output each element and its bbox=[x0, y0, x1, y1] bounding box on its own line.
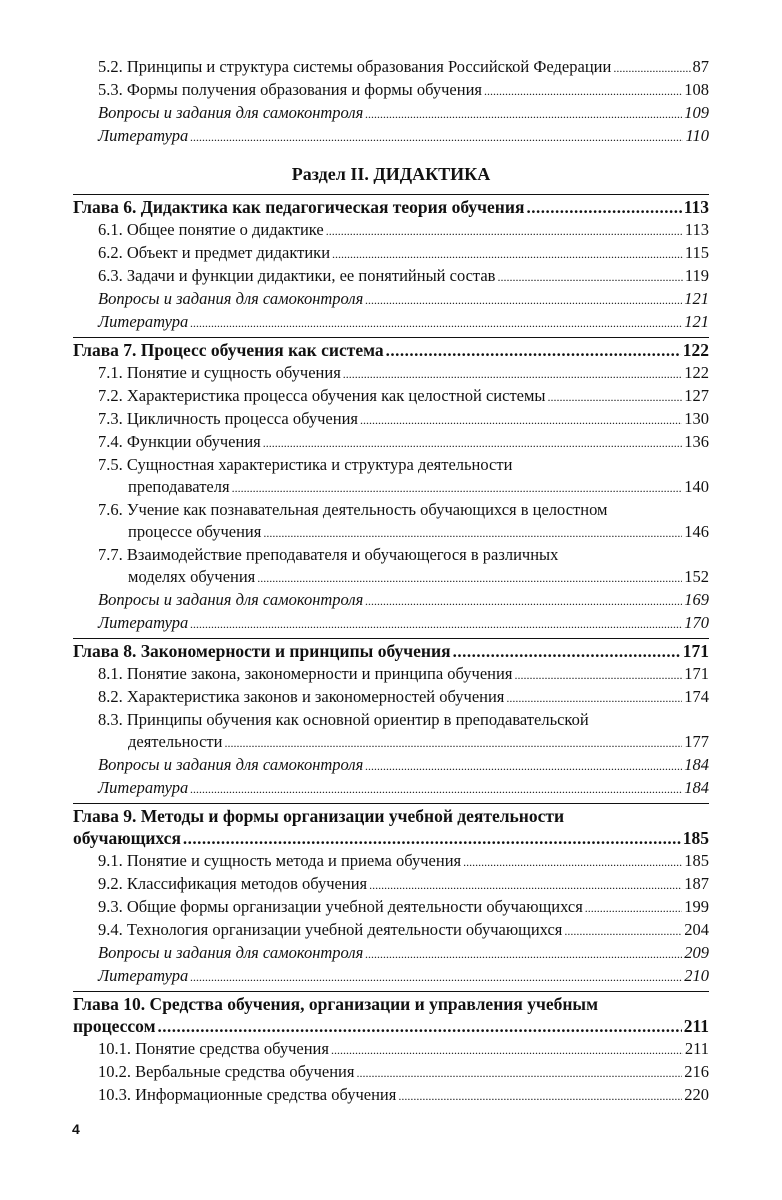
leader-dots bbox=[365, 589, 682, 612]
entry-title-line1: 7.6. Учение как познавательная деятельность обучающихся в целостном bbox=[98, 500, 608, 519]
entry-page: 87 bbox=[692, 57, 709, 76]
entry-title: 9.1. Понятие и сущность метода и приема обучения bbox=[98, 851, 462, 870]
entry-title: 6.2. Объект и предмет дидактики bbox=[98, 243, 331, 262]
leader-dots bbox=[257, 566, 682, 589]
chapter-heading[interactable] bbox=[73, 991, 709, 1038]
section-title: Раздел II. ДИДАКТИКА bbox=[291, 164, 491, 184]
leader-dots bbox=[585, 896, 682, 919]
entry-page: 204 bbox=[684, 920, 709, 939]
entry-page: 121 bbox=[684, 312, 709, 331]
toc-entry[interactable] bbox=[73, 385, 709, 408]
page-number: 4 bbox=[72, 1121, 80, 1137]
entry-page: 110 bbox=[685, 126, 709, 145]
entry-page: 121 bbox=[684, 289, 709, 308]
leader-dots bbox=[526, 196, 681, 219]
leader-dots bbox=[514, 663, 682, 686]
entry-page: 210 bbox=[684, 966, 709, 985]
entry-title: Литература bbox=[98, 126, 189, 145]
entry-title-line1: 7.5. Сущностная характеристика и структура деятельности bbox=[98, 455, 513, 474]
toc-entry[interactable] bbox=[73, 896, 709, 919]
entry-title-line1: 8.3. Принципы обучения как основной ориентир в преподавательской bbox=[98, 710, 589, 729]
entry-title: 5.2. Принципы и структура системы образования Российской Федерации bbox=[98, 57, 612, 76]
chapter-title: Глава 7. Процесс обучения как система bbox=[73, 340, 384, 360]
chapter-title-line2: процессом bbox=[73, 1016, 156, 1036]
leader-dots bbox=[548, 385, 683, 408]
entry-page: 220 bbox=[684, 1085, 709, 1104]
entry-title: 8.2. Характеристика законов и закономерностей обучения bbox=[98, 687, 505, 706]
leader-dots bbox=[263, 431, 682, 454]
leader-dots bbox=[453, 640, 681, 663]
chapter-page: 171 bbox=[682, 641, 709, 661]
entry-title: Вопросы и задания для самоконтроля bbox=[98, 755, 364, 774]
entry-page: 171 bbox=[684, 664, 709, 683]
entry-page: 130 bbox=[684, 409, 709, 428]
entry-page: 185 bbox=[684, 851, 709, 870]
leader-dots bbox=[190, 965, 682, 988]
chapter-heading[interactable] bbox=[73, 803, 709, 850]
entry-page: 170 bbox=[684, 613, 709, 632]
entry-title: 8.1. Понятие закона, закономерности и принципа обучения bbox=[98, 664, 513, 683]
entry-page: 211 bbox=[684, 1039, 709, 1058]
toc-entry[interactable] bbox=[73, 1084, 709, 1107]
chapter-heading[interactable] bbox=[73, 194, 709, 219]
toc-entry[interactable] bbox=[73, 663, 709, 686]
leader-dots bbox=[365, 942, 682, 965]
toc-entry[interactable] bbox=[73, 754, 709, 777]
leader-dots bbox=[497, 265, 682, 288]
entry-title: 9.2. Классификация методов обучения bbox=[98, 874, 368, 893]
leader-dots bbox=[360, 408, 682, 431]
leader-dots bbox=[365, 102, 682, 125]
entry-page: 146 bbox=[684, 522, 709, 541]
leader-dots bbox=[564, 919, 682, 942]
toc-entry[interactable] bbox=[73, 219, 709, 242]
entry-title: Вопросы и задания для самоконтроля bbox=[98, 289, 364, 308]
chapter-page: 113 bbox=[683, 197, 709, 217]
entry-title: 10.2. Вербальные средства обучения bbox=[98, 1062, 355, 1081]
entry-title: 6.1. Общее понятие о дидактике bbox=[98, 220, 324, 239]
leader-dots bbox=[332, 242, 683, 265]
toc-entry[interactable] bbox=[73, 431, 709, 454]
entry-page: 174 bbox=[684, 687, 709, 706]
entry-page: 122 bbox=[684, 363, 709, 382]
leader-dots bbox=[224, 731, 682, 754]
leader-dots bbox=[365, 754, 682, 777]
toc-entry[interactable] bbox=[73, 362, 709, 385]
chapter-title-line1: Глава 9. Методы и формы организации учебной деятельности bbox=[73, 806, 565, 826]
chapter-page: 122 bbox=[682, 340, 709, 360]
toc-entry[interactable] bbox=[73, 102, 709, 125]
entry-title: Литература bbox=[98, 966, 189, 985]
entry-title-line1: 7.7. Взаимодействие преподавателя и обучающегося в различных bbox=[98, 545, 559, 564]
chapter-heading[interactable] bbox=[73, 337, 709, 362]
entry-title: Литература bbox=[98, 778, 189, 797]
entry-page: 187 bbox=[684, 874, 709, 893]
entry-title-line2: моделях обучения bbox=[128, 567, 256, 586]
entry-page: 152 bbox=[684, 567, 709, 586]
entry-title: 7.3. Цикличность процесса обучения bbox=[98, 409, 359, 428]
toc-entry[interactable] bbox=[73, 499, 709, 544]
entry-title-line2: деятельности bbox=[128, 732, 223, 751]
entry-page: 109 bbox=[684, 103, 709, 122]
chapter-title: Глава 6. Дидактика как педагогическая теория обучения bbox=[73, 197, 525, 217]
entry-title: 9.4. Технология организации учебной деятельности обучающихся bbox=[98, 920, 563, 939]
entry-title-line2: преподавателя bbox=[128, 477, 230, 496]
chapter-heading[interactable] bbox=[73, 638, 709, 663]
leader-dots bbox=[613, 56, 690, 79]
toc-entry[interactable] bbox=[73, 1061, 709, 1084]
leader-dots bbox=[183, 827, 681, 850]
entry-page: 140 bbox=[684, 477, 709, 496]
toc-entry[interactable] bbox=[73, 965, 709, 988]
leader-dots bbox=[331, 1038, 683, 1061]
toc-entry[interactable] bbox=[73, 612, 709, 635]
toc-entry[interactable] bbox=[73, 56, 709, 79]
entry-title: 10.3. Информационные средства обучения bbox=[98, 1085, 397, 1104]
chapter-page: 185 bbox=[682, 828, 709, 848]
entry-page: 113 bbox=[684, 220, 709, 239]
entry-page: 108 bbox=[684, 80, 709, 99]
entry-page: 115 bbox=[684, 243, 709, 262]
toc-entry[interactable] bbox=[73, 709, 709, 754]
toc-entry[interactable] bbox=[73, 242, 709, 265]
table-of-contents bbox=[73, 56, 709, 1107]
entry-title: 7.1. Понятие и сущность обучения bbox=[98, 363, 341, 382]
entry-title: 7.4. Функции обучения bbox=[98, 432, 261, 451]
toc-entry[interactable] bbox=[73, 79, 709, 102]
toc-entry[interactable] bbox=[73, 873, 709, 896]
leader-dots bbox=[190, 125, 683, 148]
entry-title: Вопросы и задания для самоконтроля bbox=[98, 103, 364, 122]
entry-page: 216 bbox=[684, 1062, 709, 1081]
toc-entry[interactable] bbox=[73, 125, 709, 148]
leader-dots bbox=[398, 1084, 682, 1107]
toc-entry[interactable] bbox=[73, 1038, 709, 1061]
leader-dots bbox=[365, 288, 682, 311]
entry-page: 169 bbox=[684, 590, 709, 609]
entry-title: 7.2. Характеристика процесса обучения как целостной системы bbox=[98, 386, 546, 405]
entry-title: 9.3. Общие формы организации учебной деятельности обучающихся bbox=[98, 897, 583, 916]
leader-dots bbox=[484, 79, 682, 102]
chapter-title-line1: Глава 10. Средства обучения, организации и управления учебным bbox=[73, 994, 598, 1014]
entry-page: 119 bbox=[684, 266, 709, 285]
chapter-page: 211 bbox=[683, 1016, 709, 1036]
leader-dots bbox=[343, 362, 682, 385]
leader-dots bbox=[463, 850, 682, 873]
entry-page: 136 bbox=[684, 432, 709, 451]
toc-entry[interactable] bbox=[73, 288, 709, 311]
entry-title: 5.3. Формы получения образования и формы обучения bbox=[98, 80, 483, 99]
entry-page: 209 bbox=[684, 943, 709, 962]
toc-entry[interactable] bbox=[73, 544, 709, 589]
toc-entry[interactable] bbox=[73, 265, 709, 288]
toc-entry[interactable] bbox=[73, 311, 709, 334]
leader-dots bbox=[190, 777, 682, 800]
entry-page: 127 bbox=[684, 386, 709, 405]
toc-entry[interactable] bbox=[73, 408, 709, 431]
leader-dots bbox=[190, 612, 682, 635]
entry-page: 184 bbox=[684, 755, 709, 774]
entry-title: Литература bbox=[98, 613, 189, 632]
leader-dots bbox=[386, 339, 681, 362]
entry-title: Литература bbox=[98, 312, 189, 331]
toc-entry[interactable] bbox=[73, 942, 709, 965]
leader-dots bbox=[190, 311, 682, 334]
toc-entry[interactable] bbox=[73, 850, 709, 873]
leader-dots bbox=[356, 1061, 682, 1084]
toc-entry[interactable] bbox=[73, 777, 709, 800]
chapter-title: Глава 8. Закономерности и принципы обучения bbox=[73, 641, 451, 661]
leader-dots bbox=[369, 873, 682, 896]
entry-page: 199 bbox=[684, 897, 709, 916]
entry-page: 177 bbox=[684, 732, 709, 751]
chapter-title-line2: обучающихся bbox=[73, 828, 181, 848]
leader-dots bbox=[326, 219, 683, 242]
leader-dots bbox=[158, 1015, 682, 1038]
toc-entry[interactable] bbox=[73, 686, 709, 709]
entry-title-line2: процессе обучения bbox=[128, 522, 262, 541]
entry-title: Вопросы и задания для самоконтроля bbox=[98, 943, 364, 962]
leader-dots bbox=[263, 521, 682, 544]
entry-title: Вопросы и задания для самоконтроля bbox=[98, 590, 364, 609]
toc-entry[interactable] bbox=[73, 589, 709, 612]
toc-entry[interactable] bbox=[73, 919, 709, 942]
entry-title: 6.3. Задачи и функции дидактики, ее понятийный состав bbox=[98, 266, 496, 285]
leader-dots bbox=[506, 686, 682, 709]
toc-entry[interactable] bbox=[73, 454, 709, 499]
entry-page: 184 bbox=[684, 778, 709, 797]
entry-title: 10.1. Понятие средства обучения bbox=[98, 1039, 329, 1058]
leader-dots bbox=[232, 476, 683, 499]
